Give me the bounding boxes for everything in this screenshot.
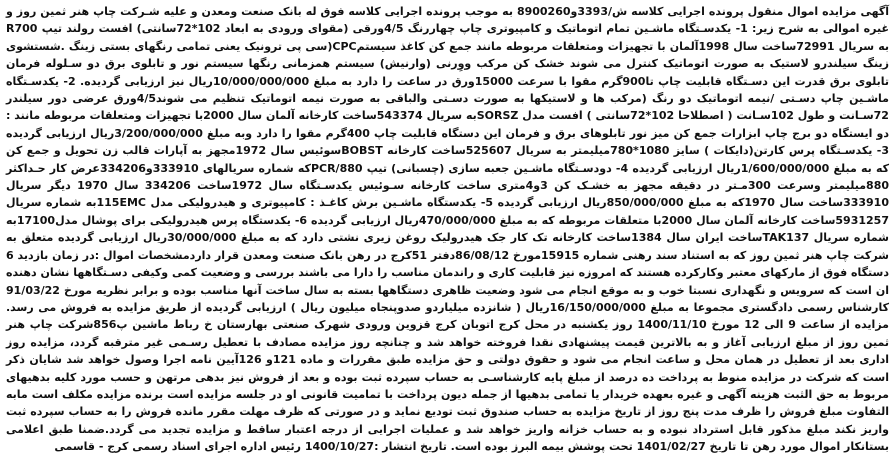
auction-notice-body: آگهی مزایده اموال منقول پرونده اجرایی کلاسه ش/3393و8900260 به موجب پرونده اجرایی کلاسه فوق له بانک صنعت ومعدن و علیه شـرکت چاپ هنر ثمین روز و غیره اموالی به شرح زیر: 1- یکدسـتگاه ماشـین تمام اتوماتیک و کامپیوتری چاپ چهاررنگ 4/5ورقی (مقوای ورودی به ابعاد 102*72سانتی) افست رولند تیپ R700 به سریال 72991ساخت سال 1998آلمان با تجهیزات ومتعلقات مربوطه مانند جمع کن کاغذ سیستمCPC(سی پی ترونیک یعنی تمامی رنگهای بستی زینگ .شستشوی زینگ سیلندرو لاستیک به صورت اتوماتیک کنترل می شوند خشک کن مرکب ووِرنی (وارنیش) سیستم همزمانی رنگها سیستم نور و تابلوی برق دو سـلوله فرمان تابلوی برق قدرت این دسـتگاه قابلیت چاپ تا900گرم مقوا با سرعت 15000ورق در ساعت را دارد به مبلغ 10/000/000/000ریال نیز ارزیابی گردیده. 2- یکدسـتگاه ماشـین چاپ دسـتی /نیمه اتوماتیک دو رنگ (مرکب ها و لاستیکها به صورت دسـتی والباقی به صورت نیمه اتوماتیک تنظیم می شوند4/5ورق عرضی دور سیلندر 72سـانت و طول 102سـانت ( اصطلاحا 102*72سانتی ) افست مدل SORSZبه سریال 543374ساخت کارخانه آلمان سال 2000با تجهیزات ومتعلقات مربوطه مانند : دو ایستگاه دو برج چاپ ابزارات جمع کن میز نور تابلوهای برق و فرمان این دستگاه قابلیت چاپ 400گرم مقوا را دارد وبه مبلغ 3/200/000/000ریال ارزیابی گردیده 3- یکدسـتگاه پرس کارتن(دایکات ) سایز 1080*780میلیمتر به سریال 525607ساخت کارخانه BOBSTسوئیس سال 1972مجهز به آپارات قالب زن تحویل و جمع کن که به مبلغ 1/600/000/000ریال ارزیابی گردیده 4- دودسـتگاه ماشـین جعبه سازی (چسبانی) تیپ PCR/880که شماره سریالهای 333910و334206عرض کار حـداکثر 880میلیمتر وسرعت 300مـتر در دقیقه مجهز به خشـک کن 3و4متری ساخت کارخانه سـوئیس یکدسـتگاه سال 1972ساخت 334206 سال 1970 دیگر سریال 333910ساخت سال 1970که به مبلغ 850/000/000ریال ارزیابی گردیده 5- یکدستگاه ماشـین برش کاغـذ : کامپیوتری و هیدرولیکی مدل 115EMCبه شماره سریال 5931257ساخت کارخانه آلمان سال 2000با متعلقات مربوطه که به مبلغ 470/000/000ریال ارزیابی گردیده 6- یکدستگاه پرس هیدرولیکی برای پوشال مدل17100به شماره سریال TAK137ساخت ایران سال 1384ساخت کارخانه تک کار جک هیدرولیک روغن زیری نشتی دارد که به مبلغ 30/000/000ریال ارزیابی گردیده متعلق به شرکت چاپ هنر ثمین روز که به استناد سند رهنی شماره 15915مورخ 86/08/12دفتر 51کرج در رهن بانک صنعت ومعدن قرار داردمشخصات اموال :در زمان بازدید 6 دستگاه فوق از مارکهای معتبر وکارکرده هستند که امروزه نیز قابلیت کاری و راندمان مناسب را دارا می باشند بررسی و وضعیت کمی وکیفی دسـتگاهها نشان دهنده ان است که سرویس و نگهداری نسبتا خوب و به موقع انجام می شود وضعیت ظاهری دستگاهها بسته به سال ساخت آنها مناسب بوده و برابر نظریه مورخ 91/03/22 کارشناس رسمی دادگستری مجموعا به مبلغ 16/150/000/000ریال ( شانزده میلیاردو صدوپنجاه میلیون ریال ) ارزیابی گردیده از طریق مزایده به فروش می رسد. مزایده از ساعت 9 الی 12 مورخ 1400/11/10 روز یکشنبه در محل کرج اتوبان کرج قزوین ورودی شهرک صنعتی بهارستان خ رباط ماشین پ856شرکت چاپ هنر ثمین روز از مبلغ ارزیابی آغاز و به بالاترین قیمت پیشنهادی نقدا فروخته خواهد شد و چنانچه روز مزایده مصادف با تعطیل رسـمی غیر مترقبه گردد، مزایده روز اداری بعد از تعطیل در همان محل و ساعت انجام می شود و حقوق دولتی و حق مزایده طبق مقررات و ماده 121و 126آیین نامه اجرا وصول خواهد شد شایان ذکر است که شرکت در مزایده منوط به پرداخت ده درصد از مبلغ پایه کارشناسـی به حساب سپرده ثبت بوده و بعد از فروش نیز بدهی مرتهن و حسب مورد کلیه بدهیهای مربوط به حق الثبت هزینه آگهی و غیره بعهده خریدار یا تمامی بدهیها از جمله دیون پرداخت با تمامیت قانونی او در جلسه مزایده است برنده مزایده مکلف است مابه التفاوت مبلغ فروش را ظرف مدت پنج روز از تاریخ مزایده به حساب صندوق ثبت تودیع نماید و در صورتی که ظرف مهلت مقرر مانده فروش را به حساب سپرده ثبت واریز نکند مبلغ مذکور قابل استرداد نبوده و به حساب خزانه واریز خواهد شد و عملیات اجرایی از درجه اعتبار ساقط و مزایده تجدید می گردد.ضمنا طبق اعلامی بستانکار اموال مورد رهن تا تاریخ 1401/02/27 تحت پوشش بیمه البرز بوده است. تاریخ انتشار :1400/10/27 رئیس اداره اجرای اسناد رسمی کرج - قاسمی bbox=[6, 5, 890, 454]
